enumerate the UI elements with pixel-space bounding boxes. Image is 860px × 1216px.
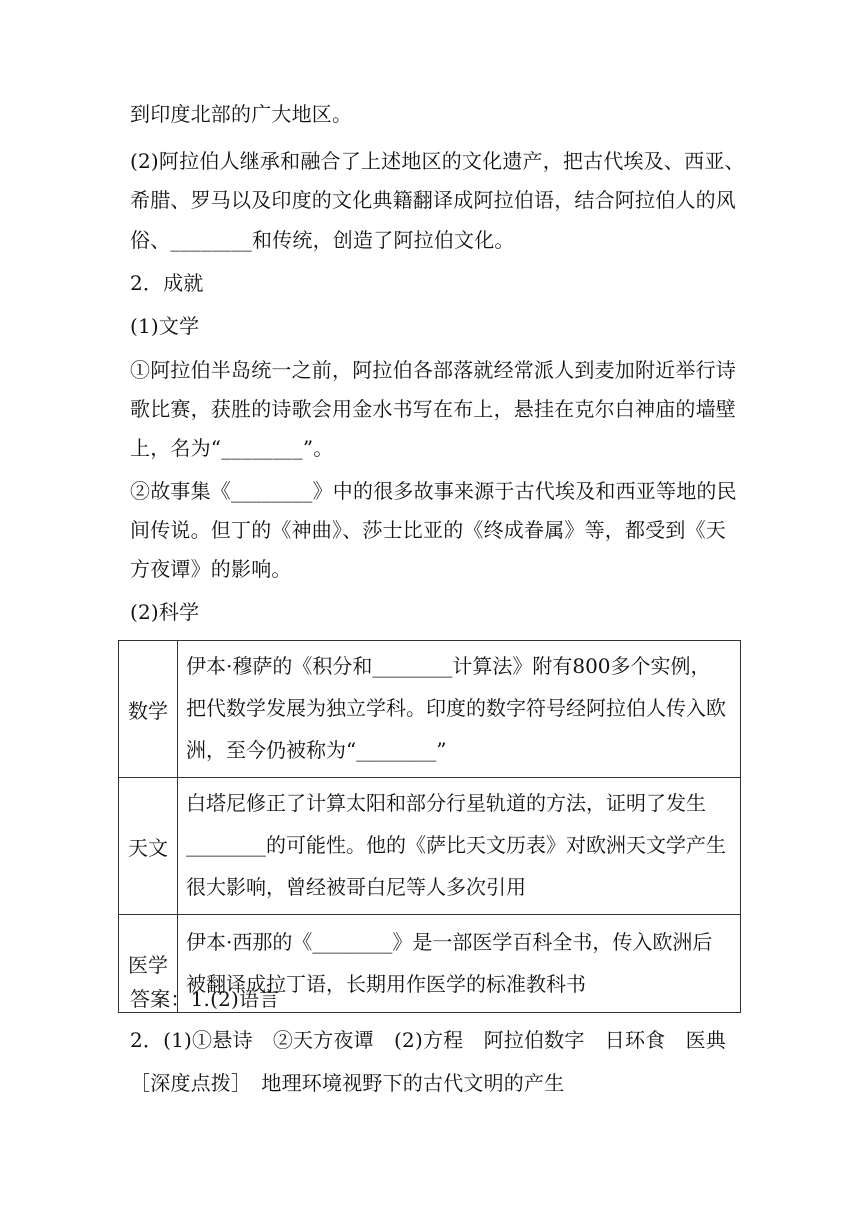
description-line: 白塔尼修正了计算太阳和部分行星轨道的方法，证明了发生 (186, 791, 706, 815)
description-cell (178, 641, 741, 778)
answer-line: 2．(1)①悬诗 ②天方夜谭 (2)方程 阿拉伯数字 日环食 医典 (130, 1028, 726, 1052)
field-cell: 天文 (119, 778, 178, 915)
paragraph-line: 上，名为“________”。 (130, 436, 334, 460)
paragraph-line: 间传说。但丁的《神曲》、莎士比亚的《终成眷属》等，都受到《天 (130, 518, 726, 542)
table-row (119, 641, 741, 778)
description-cell (178, 778, 741, 915)
paragraph-line: 俗、________和传统，创造了阿拉伯文化。 (130, 228, 515, 252)
tip-heading: ［深度点拨］ 地理环境视野下的古代文明的产生 (130, 1071, 565, 1095)
subsection-heading: (1)文学 (130, 314, 200, 338)
field-cell: 医学 (119, 915, 178, 1013)
subsection-heading: (2)科学 (130, 600, 200, 624)
table-row (119, 778, 741, 915)
description-line: 被翻译成拉丁语，长期用作医学的标准教科书 (186, 971, 586, 996)
description-line: 伊本·西那的《________》是一部医学百科全书，传入欧洲后 (186, 929, 713, 954)
description-line: 伊本·穆萨的《积分和________计算法》附有800多个实例， (186, 654, 711, 678)
description-line: 把代数学发展为独立学科。印度的数字符号经阿拉伯人传入欧 (186, 696, 726, 720)
description-line: 洲，至今仍被称为“________” (186, 738, 447, 762)
paragraph-line: 方夜谭》的影响。 (130, 557, 292, 581)
description-line: ________的可能性。他的《萨比天文历表》对欧洲天文学产生 (186, 833, 726, 857)
field-cell: 数学 (119, 641, 178, 778)
paragraph-line: 希腊、罗马以及印度的文化典籍翻译成阿拉伯语，结合阿拉伯人的风 (130, 188, 736, 212)
paragraph-line: 到印度北部的广大地区。 (130, 102, 353, 126)
paragraph-line: 歌比赛，获胜的诗歌会用金水书写在布上，悬挂在克尔白神庙的墙壁 (130, 397, 736, 421)
science-table (118, 640, 741, 1013)
answer-line: 答案：1.(2)语言 (130, 987, 280, 1011)
section-heading: 2．成就 (130, 271, 204, 295)
description-line: 很大影响，曾经被哥白尼等人多次引用 (186, 875, 526, 899)
paragraph-line: ①阿拉伯半岛统一之前，阿拉伯各部落就经常派人到麦加附近举行诗 (130, 358, 736, 382)
paragraph-line: ②故事集《________》中的很多故事来源于古代埃及和西亚等地的民 (130, 479, 737, 503)
paragraph-line: (2)阿拉伯人继承和融合了上述地区的文化遗产，把古代埃及、西亚、 (130, 149, 745, 173)
